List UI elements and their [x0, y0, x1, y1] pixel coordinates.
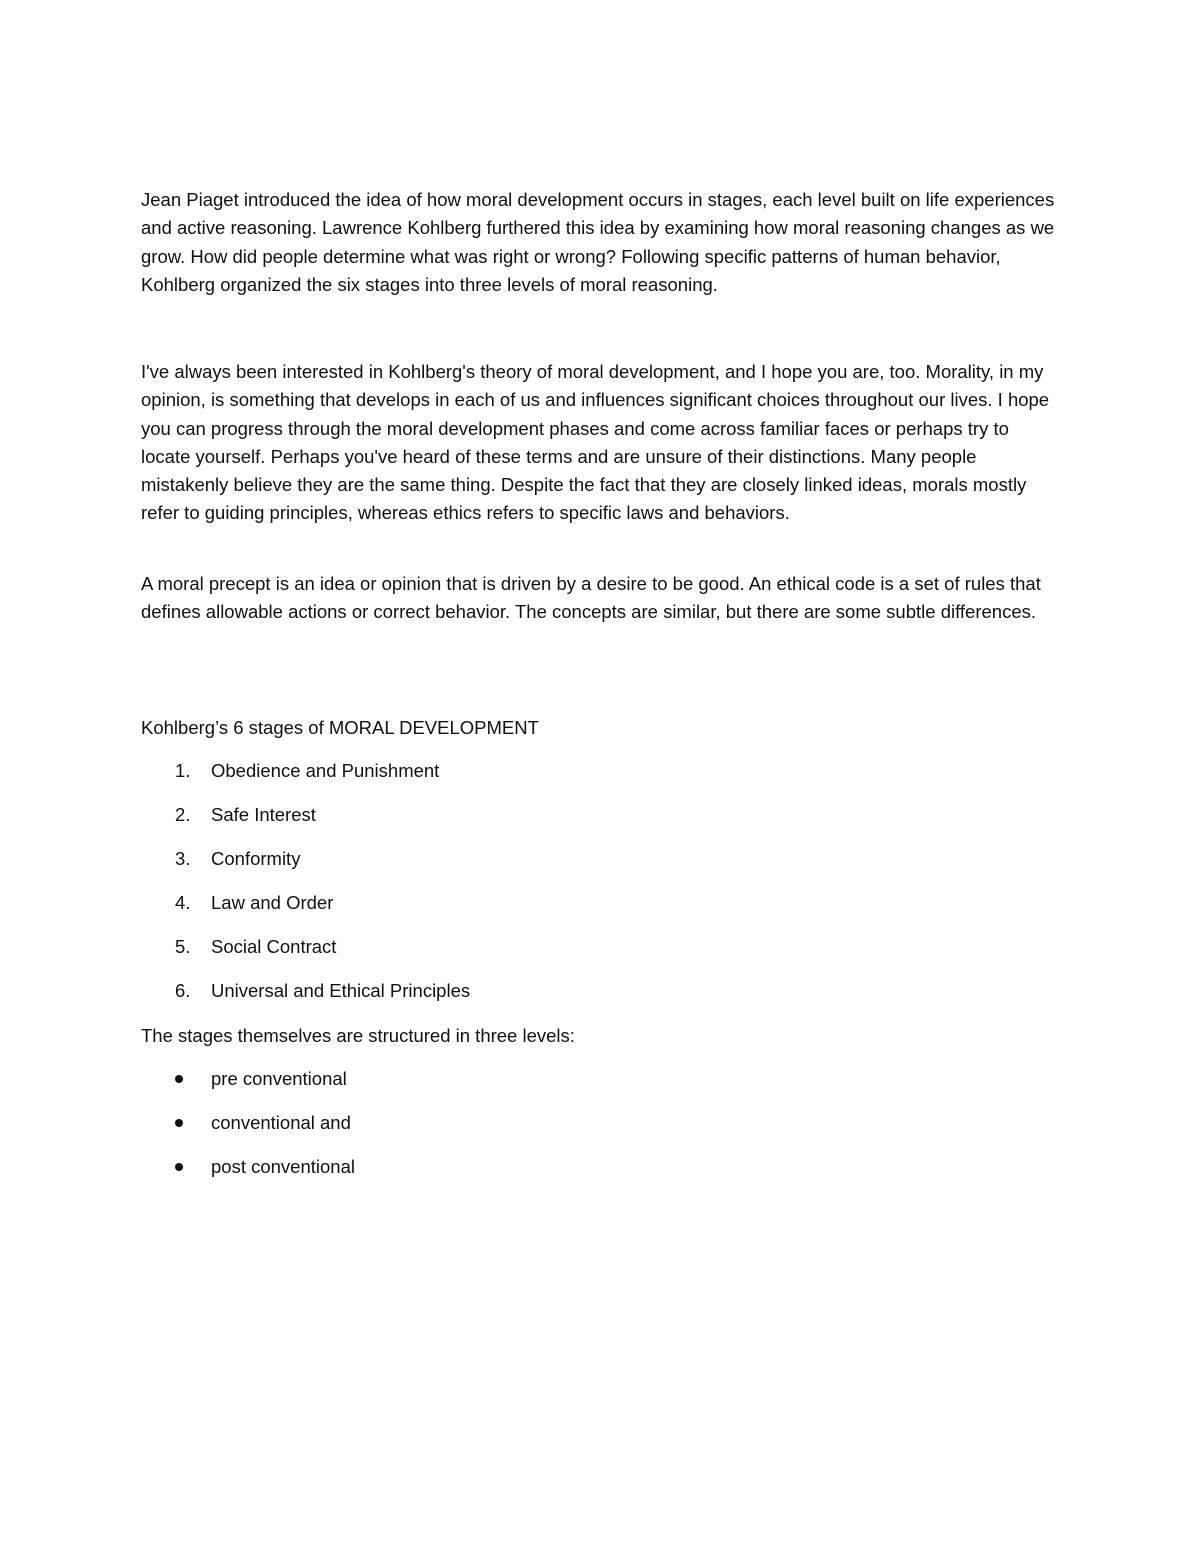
level-label: pre conventional	[211, 1068, 347, 1089]
bullet-icon	[175, 1163, 183, 1171]
stages-heading: Kohlberg’s 6 stages of MORAL DEVELOPMENT	[141, 717, 539, 738]
stage-number: 2.	[175, 804, 191, 825]
stage-label: Law and Order	[211, 892, 334, 913]
stage-label: Obedience and Punishment	[211, 760, 440, 781]
levels-list	[141, 1065, 1041, 1197]
stage-item-4	[141, 889, 1041, 933]
stage-item-3	[141, 845, 1041, 889]
stages-list	[141, 757, 1041, 1021]
stage-label: Conformity	[211, 848, 301, 869]
stage-label: Universal and Ethical Principles	[211, 980, 471, 1001]
stage-item-6	[141, 977, 1041, 1021]
opinion-paragraph: I've always been interested in Kohlberg's theory of moral development, and I hope you are, too. Morality, in my opinion, is something that develops in each of us and influences significant choices throughout our lives. I hope you can progress through the moral development phases and come across familiar faces or perhaps try to locate yourself. Perhaps you've heard of these terms and are unsure of their distinctions. Many people mistakenly believe they are the same thing. Despite the fact that they are closely linked ideas, morals mostly refer to guiding principles, whereas ethics refers to specific laws and behaviors.	[141, 361, 1050, 524]
stage-number: 1.	[175, 760, 191, 781]
stage-number: 6.	[175, 980, 191, 1001]
definition-paragraph: A moral precept is an idea or opinion that is driven by a desire to be good. An ethical code is a set of rules that defines allowable actions or correct behavior. The concepts are similar, but there are some subtle differences.	[141, 573, 1041, 623]
level-label: post conventional	[211, 1156, 355, 1177]
stage-item-1	[141, 757, 1041, 801]
level-label: conventional and	[211, 1112, 351, 1133]
stage-item-5	[141, 933, 1041, 977]
levels-intro: The stages themselves are structured in three levels:	[141, 1025, 575, 1046]
intro-paragraph: Jean Piaget introduced the idea of how moral development occurs in stages, each level built on life experiences and active reasoning. Lawrence Kohlberg furthered this idea by examining how moral reasoning changes as we grow. How did people determine what was right or wrong? Following specific patterns of human behavior, Kohlberg organized the six stages into three levels of moral reasoning.	[141, 189, 1055, 295]
level-item-1	[141, 1065, 1041, 1109]
bullet-icon	[175, 1075, 183, 1083]
stage-item-2	[141, 801, 1041, 845]
stage-number: 4.	[175, 892, 191, 913]
level-item-3	[141, 1153, 1041, 1197]
stage-number: 5.	[175, 936, 191, 957]
bullet-icon	[175, 1119, 183, 1127]
stage-label: Social Contract	[211, 936, 337, 957]
stage-number: 3.	[175, 848, 191, 869]
level-item-2	[141, 1109, 1041, 1153]
stage-label: Safe Interest	[211, 804, 316, 825]
